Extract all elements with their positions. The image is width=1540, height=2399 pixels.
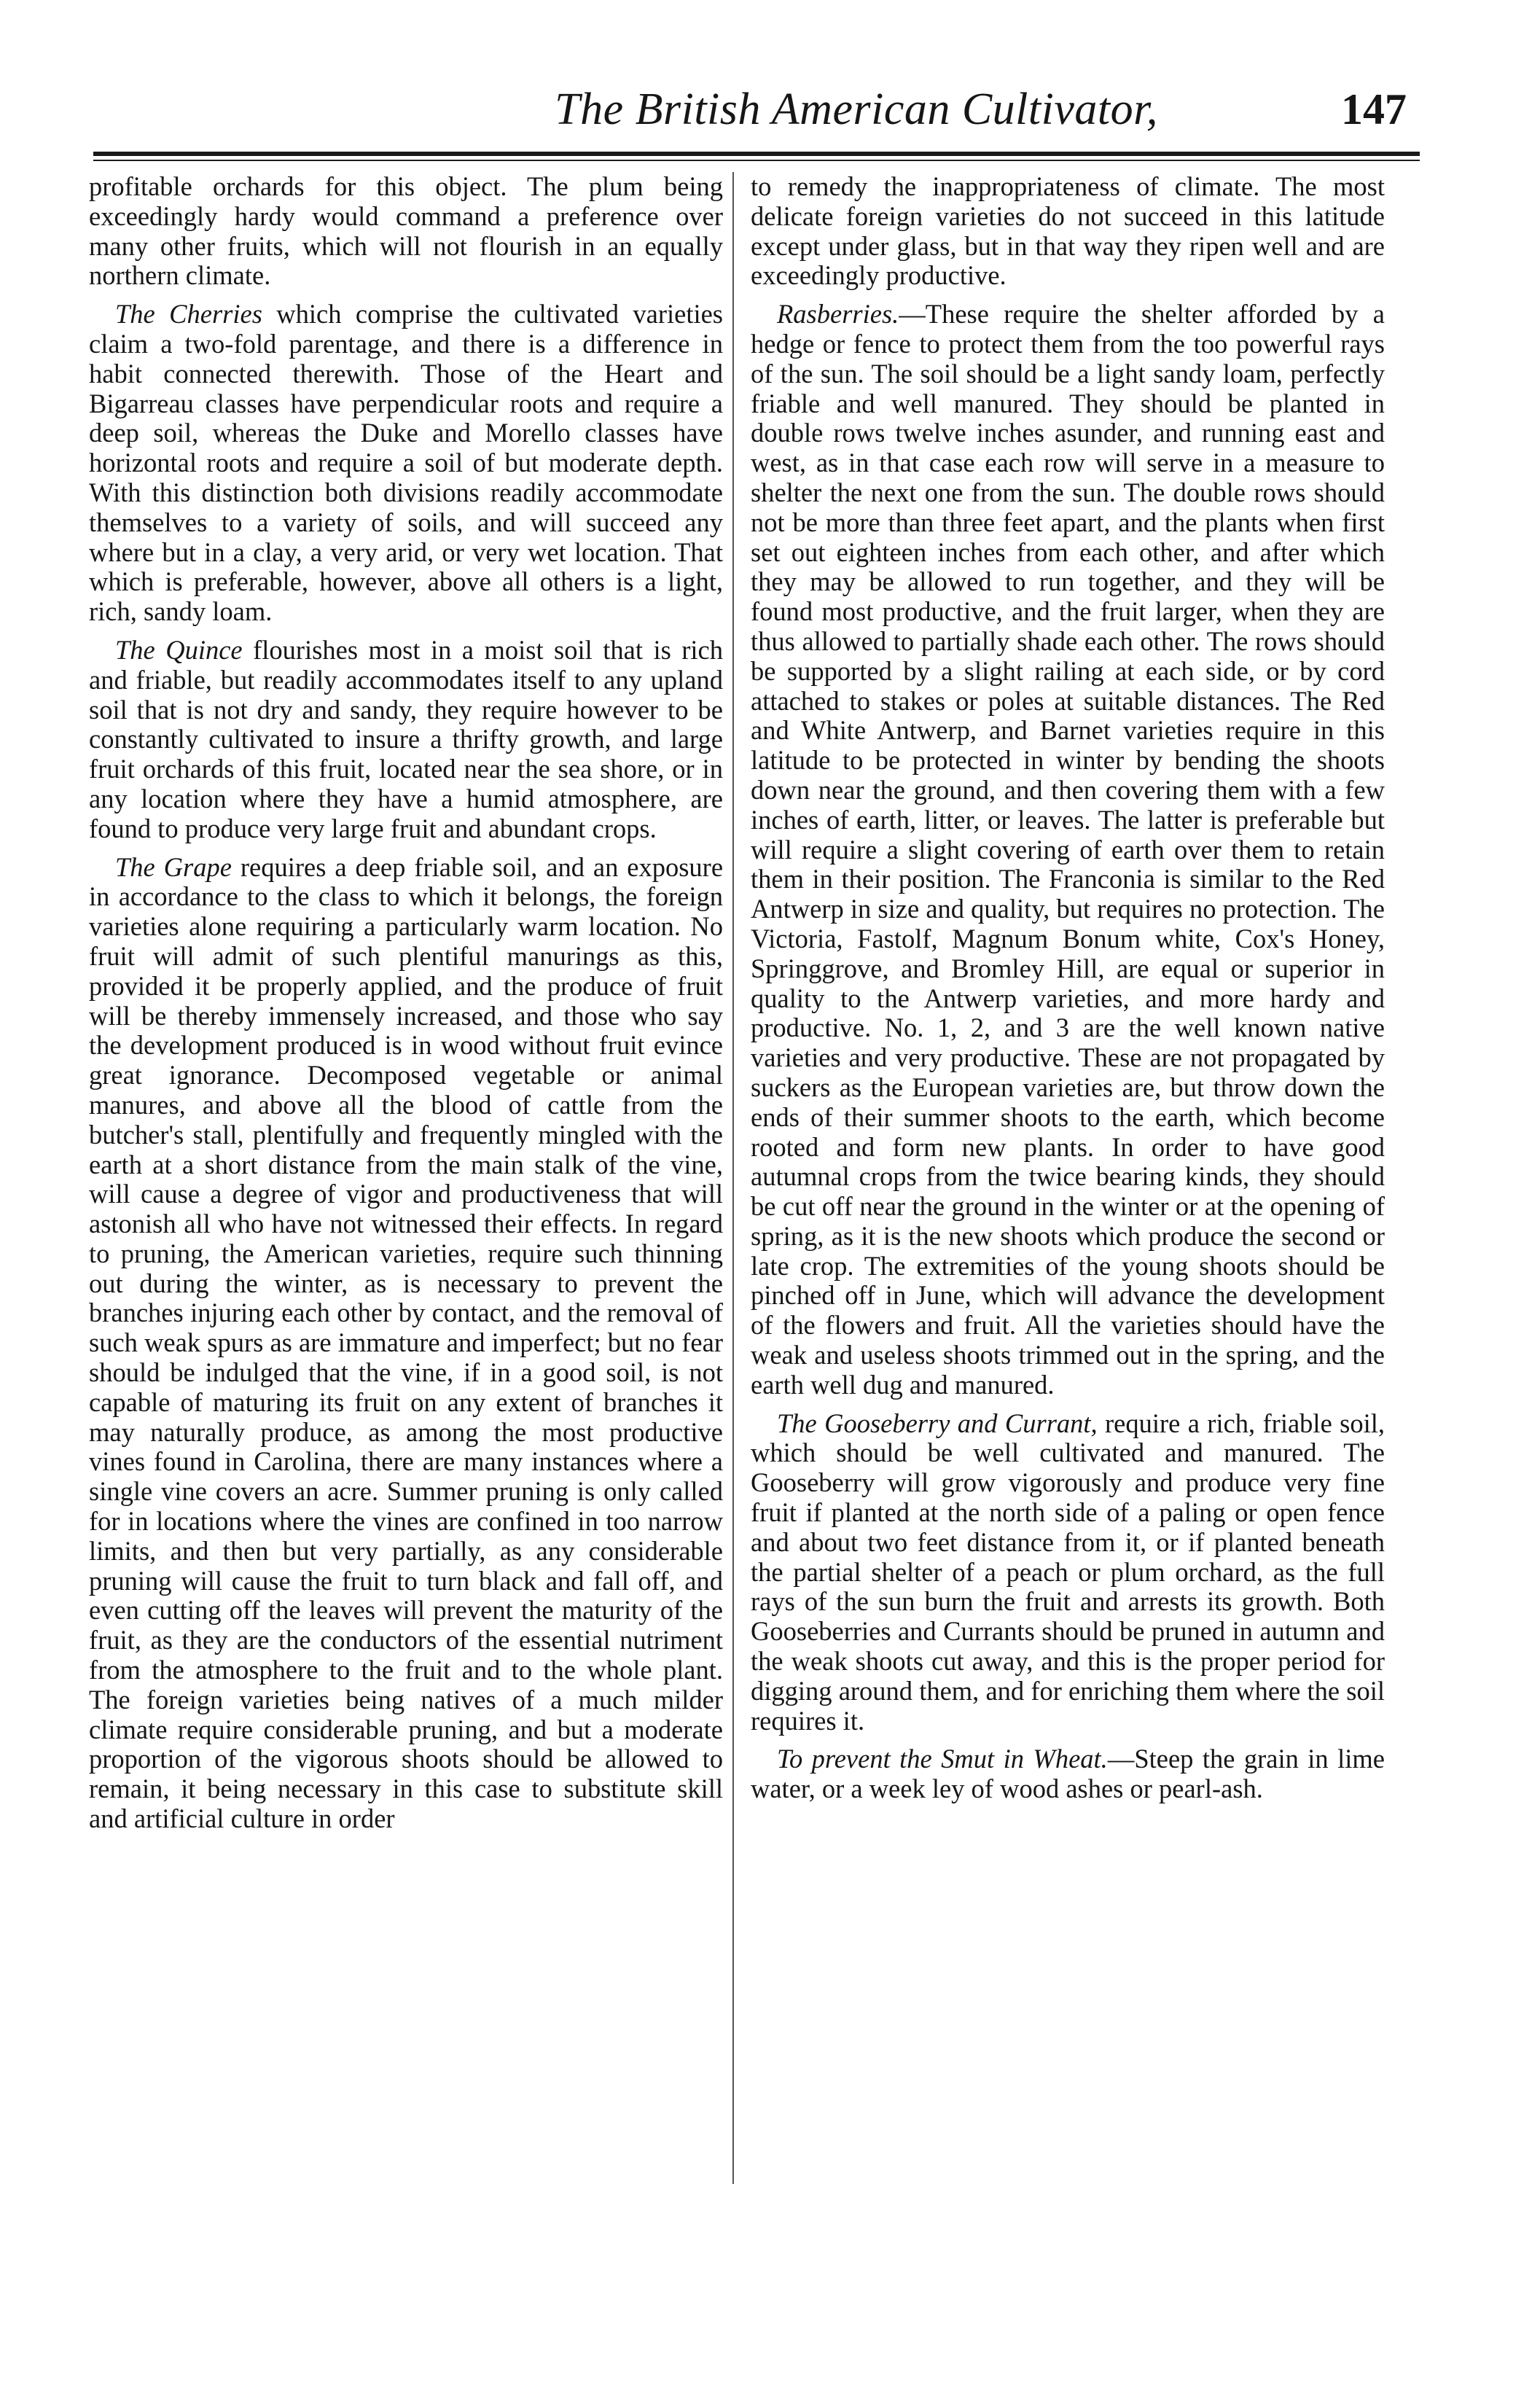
left-paragraph-1: [89, 172, 723, 291]
paragraph-body: flourishes most in a moist soil that is rich and friable, but readily accommodates itself to any upland soil that is not dry and sandy, they require however to be constantly cultivated to insure a thrifty growth, and large fruit orchards of this fruit, located near the sea shore, or in any location where they have a humid atmosphere, are found to produce very large fruit and abundant crops.: [89, 634, 724, 843]
paragraph-lead: The Grape: [115, 851, 232, 882]
column-divider: [732, 172, 734, 2184]
right-paragraph-1: [751, 172, 1385, 291]
page-header: [87, 79, 1421, 144]
right-column: [751, 172, 1385, 1813]
left-paragraph-4: [89, 853, 723, 1834]
paragraph-lead: Rasberries.: [777, 299, 899, 329]
right-paragraph-2: [751, 300, 1385, 1400]
paragraph-body: to remedy the inappropriateness of climate. The most delicate foreign varieties do not succeed in this latitude except under glass, but in that way they ripen well and are exceedingly productive.: [751, 171, 1385, 291]
paragraph-body: requires a deep friable soil, and an exposure in accordance to the class to which it belongs, the foreign varieties alone requiring a particularly warm location. No fruit will admit of such plentiful manurings as this, provided it be properly applied, and the produce of fruit will be thereby immensely increased, and those who say the development produced is in wood without fruit evince great ignorance. Decomposed vegetable or animal manures, and above all the blood of cattle from the butcher's stall, plentifully and frequently mingled with the earth at a short distance from the main stalk of the vine, will cause a degree of vigor and productiveness that will astonish all who have not witnessed their effects. In regard to pruning, the American varieties, require such thinning out during the winter, as is necessary to prevent the branches injuring each other by contact, and the removal of such weak spurs as are immature and imperfect; but no fear should be indulged that the vine, if in a good soil, is not capable of maturing its fruit on any extent of branches it may naturally produce, as among the most productive vines found in Carolina, there are many instances where a single vine covers an acre. Summer pruning is only called for in locations where the vines are confined in too narrow limits, and then but very partially, as any considerable pruning will cause the fruit to turn black and fall off, and even cutting off the leaves will prevent the maturity of the fruit, as they are the conductors of the essential nutriment from the atmosphere to the fruit and to the whole plant. The foreign varieties being natives of a much milder climate require considerable pruning, and but a moderate proportion of the vigorous shoots should be allowed to remain, it being necessary in this case to substitute skill and artificial culture in order: [89, 851, 724, 1834]
header-rule-thick: [93, 152, 1420, 156]
paragraph-lead: The Gooseberry and Currant,: [777, 1408, 1098, 1438]
paragraph-body: profitable orchards for this object. The plum being exceedingly hardy would command a preference over many other fruits, which will not flourish in an equally northern climate.: [89, 171, 723, 291]
left-paragraph-3: [89, 636, 723, 844]
page-number: 147: [1341, 85, 1407, 133]
paragraph-body: require a rich, friable soil, which should be well cultivated and manured. The Gooseberry will grow vigorously and produce very fine fruit if planted at the north side of a paling or open fence and about two feet distance from it, or if planted beneath the partial shelter of a peach or plum orchard, as the full rays of the sun burn the fruit and arrests its growth. Both Gooseberries and Currants should be pruned in autumn and the weak shoots cut away, and this is the proper period for digging around them, and for enriching them where the soil requires it.: [751, 1408, 1385, 1736]
left-paragraph-2: [89, 300, 723, 627]
right-paragraph-3: [751, 1409, 1385, 1736]
paragraph-lead: The Quince: [115, 634, 243, 665]
right-paragraph-4: [751, 1744, 1385, 1804]
paragraph-body: which comprise the cultivated varieties claim a two-fold parentage, and there is a difference in habit connected therewith. Those of the Heart and Bigarreau classes have perpendicular roots and require a deep soil, whereas the Duke and Morello classes have horizontal roots and require a soil of but moderate depth. With this distinction both divisions readily accommodate themselves to a variety of soils, and will succeed any where but in a clay, a very arid, or very wet location. That which is preferable, however, above all others is a light, rich, sandy loam.: [89, 299, 724, 627]
paragraph-lead: The Cherries: [115, 299, 262, 329]
left-column: [89, 172, 723, 1843]
paragraph-lead: To prevent the Smut in Wheat.: [777, 1744, 1108, 1774]
paragraph-body: —These require the shelter afforded by a hedge or fence to protect them from the too powerful rays of the sun. The soil should be a light sandy loam, perfectly friable and well manured. They should be planted in double rows twelve inches asunder, and running east and west, as in that case each row will serve in a measure to shelter the next one from the sun. The double rows should not be more than three feet apart, and the plants when first set out eighteen inches from each other, and after which they may be allowed to run together, and they will be found most productive, and the fruit larger, when they are thus allowed to partially shade each other. The rows should be supported by a slight railing at each side, or by cord attached to stakes or poles at suitable distances. The Red and White Antwerp, and Barnet varieties require in this latitude to be protected in winter by bending the shoots down near the ground, and then covering them with a few inches of earth, litter, or leaves. The latter is preferable but will require a slight covering of earth over them to retain them in their position. The Franconia is similar to the Red Antwerp in size and quality, but requires no protection. The Victoria, Fastolf, Magnum Bonum white, Cox's Honey, Springgrove, and Bromley Hill, are equal or superior in quality to the Antwerp varieties, and more hardy and productive. No. 1, 2, and 3 are the well known native varieties and very productive. These are not propagated by suckers as the European varieties are, but throw down the ends of their summer shoots to the earth, which become rooted and form new plants. In order to have good autumnal crops from the twice bearing kinds, they should be cut off near the ground in the winter or at the opening of spring, as it is the new shoots which produce the second or late crop. The extremities of the young shoots should be pinched off in June, which will advance the development of the flowers and fruit. All the varieties should have the weak and useless shoots trimmed out in the spring, and the earth well dug and manured.: [751, 299, 1385, 1400]
header-rule-thin: [93, 160, 1420, 161]
page-title: The British American Cultivator,: [555, 85, 1158, 134]
paragraph-body: —Steep the grain in lime water, or a week ley of wood ashes or pearl-ash.: [751, 1744, 1385, 1804]
